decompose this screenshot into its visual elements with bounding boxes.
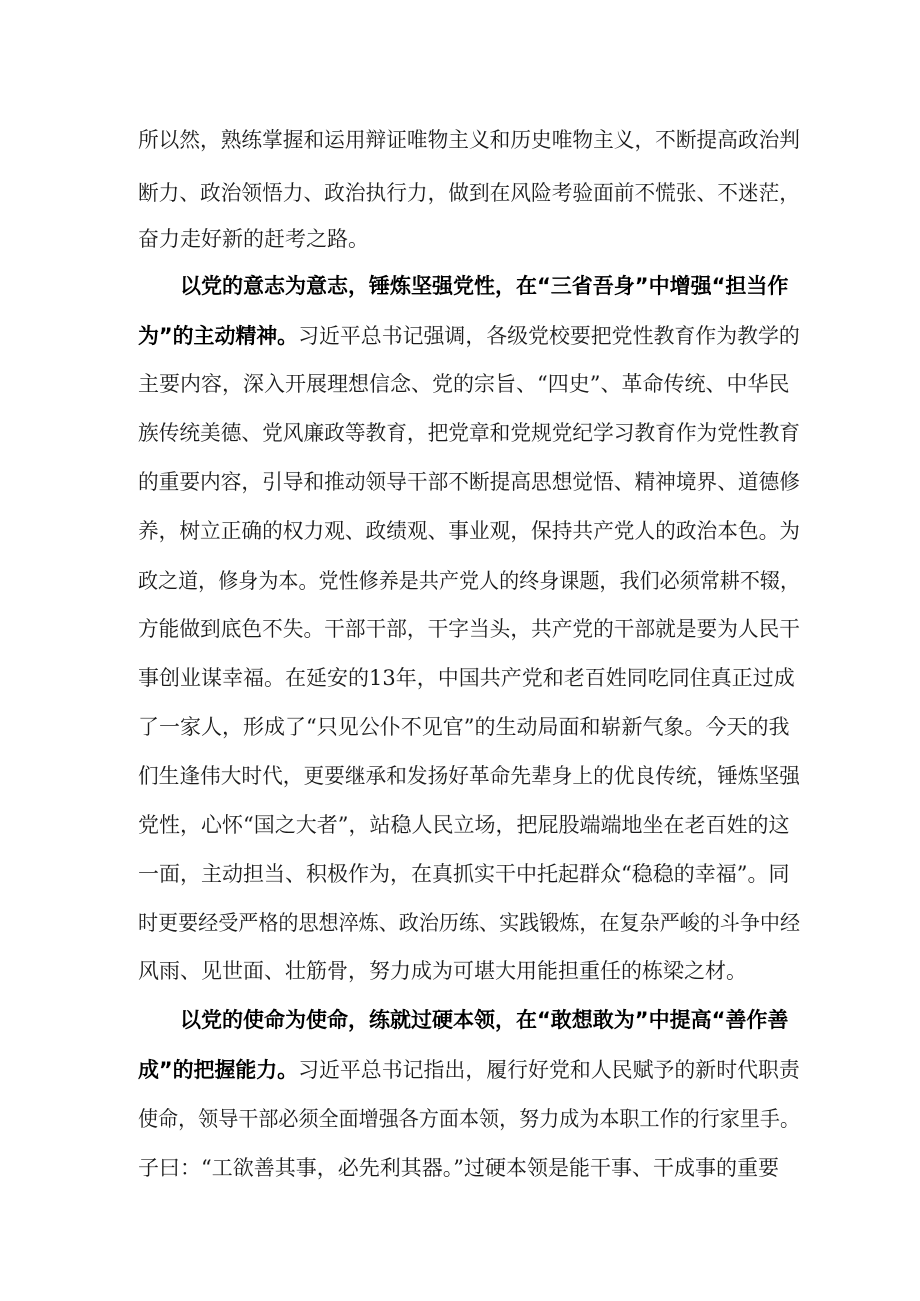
paragraph-2-line: 的重要内容，引导和推动领导干部不断提高思想觉悟、精神境界、道德修 <box>138 470 800 494</box>
paragraph-2-line: 党性，心怀“国之大者”，站稳人民立场，把屁股端端地坐在老百姓的这 <box>138 813 790 837</box>
paragraph-3-heading-line-1: 以党的使命为使命，练就过硬本领，在“敢想敢为”中提高“善作善 <box>180 1008 789 1032</box>
paragraph-2-line: 事创业谋幸福。在延安的13年，中国共产党和老百姓同吃同住真正过成 <box>138 666 795 690</box>
paragraph-2-line-2-text: 习近平总书记强调，各级党校要把党性教育作为教学的 <box>298 324 800 348</box>
paragraph-2-line: 族传统美德、党风廉政等教育，把党章和党规党纪学习教育作为党性教育 <box>138 421 800 445</box>
paragraph-3-line-2-text: 习近平总书记指出，履行好党和人民赋予的新时代职责 <box>298 1058 800 1082</box>
paragraph-2-line: 方能做到底色不失。干部干部，干字当头，共产党的干部就是要为人民干 <box>138 617 800 641</box>
paragraph-2-line: 主要内容，深入开展理想信念、党的宗旨、“四史”、革命传统、中华民 <box>138 372 790 396</box>
paragraph-1-line-1: 所以然，熟练掌握和运用辩证唯物主义和历史唯物主义，不断提高政治判 <box>138 128 800 152</box>
paragraph-3-line-2 <box>138 1057 800 1083</box>
paragraph-2-line: 养，树立正确的权力观、政绩观、事业观，保持共产党人的政治本色。为 <box>138 519 800 543</box>
paragraph-2-line: 风雨、见世面、壮筋骨，努力成为可堪大用能担重任的栋梁之材。 <box>138 959 747 983</box>
paragraph-2-line: 时更要经受严格的思想淬炼、政治历练、实践锻炼，在复杂严峻的斗争中经 <box>138 911 801 935</box>
paragraph-2-heading-line-1: 以党的意志为意志，锤炼坚强党性，在“三省吾身”中增强“担当作 <box>180 274 789 298</box>
paragraph-3-heading-line-2: 成”的把握能力。 <box>138 1058 299 1082</box>
paragraph-2-line: 了一家人，形成了“只见公仆不见官”的生动局面和崭新气象。今天的我 <box>138 715 790 739</box>
paragraph-2-line: 一面，主动担当、积极作为，在真抓实干中托起群众“稳稳的幸福”。同 <box>138 862 790 886</box>
paragraph-2-line-2 <box>138 323 800 349</box>
paragraph-2-line: 政之道，修身为本。党性修养是共产党人的终身课题，我们必须常耕不辍， <box>138 569 801 593</box>
paragraph-2-heading-line-2: 为”的主动精神。 <box>138 324 299 348</box>
paragraph-1-line-3: 奋力走好新的赶考之路。 <box>138 227 369 251</box>
paragraph-3-line: 子曰：“工欲善其事，必先利其器。”过硬本领是能干事、干成事的重要 <box>138 1156 779 1180</box>
paragraph-1-line-2: 断力、政治领悟力、政治执行力，做到在风险考验面前不慌张、不迷茫， <box>138 181 800 205</box>
paragraph-3-line: 使命，领导干部必须全面增强各方面本领，努力成为本职工作的行家里手。 <box>138 1107 801 1131</box>
paragraph-2-line: 们生逢伟大时代，更要继承和发扬好革命先辈身上的优良传统，锤炼坚强 <box>138 764 800 788</box>
